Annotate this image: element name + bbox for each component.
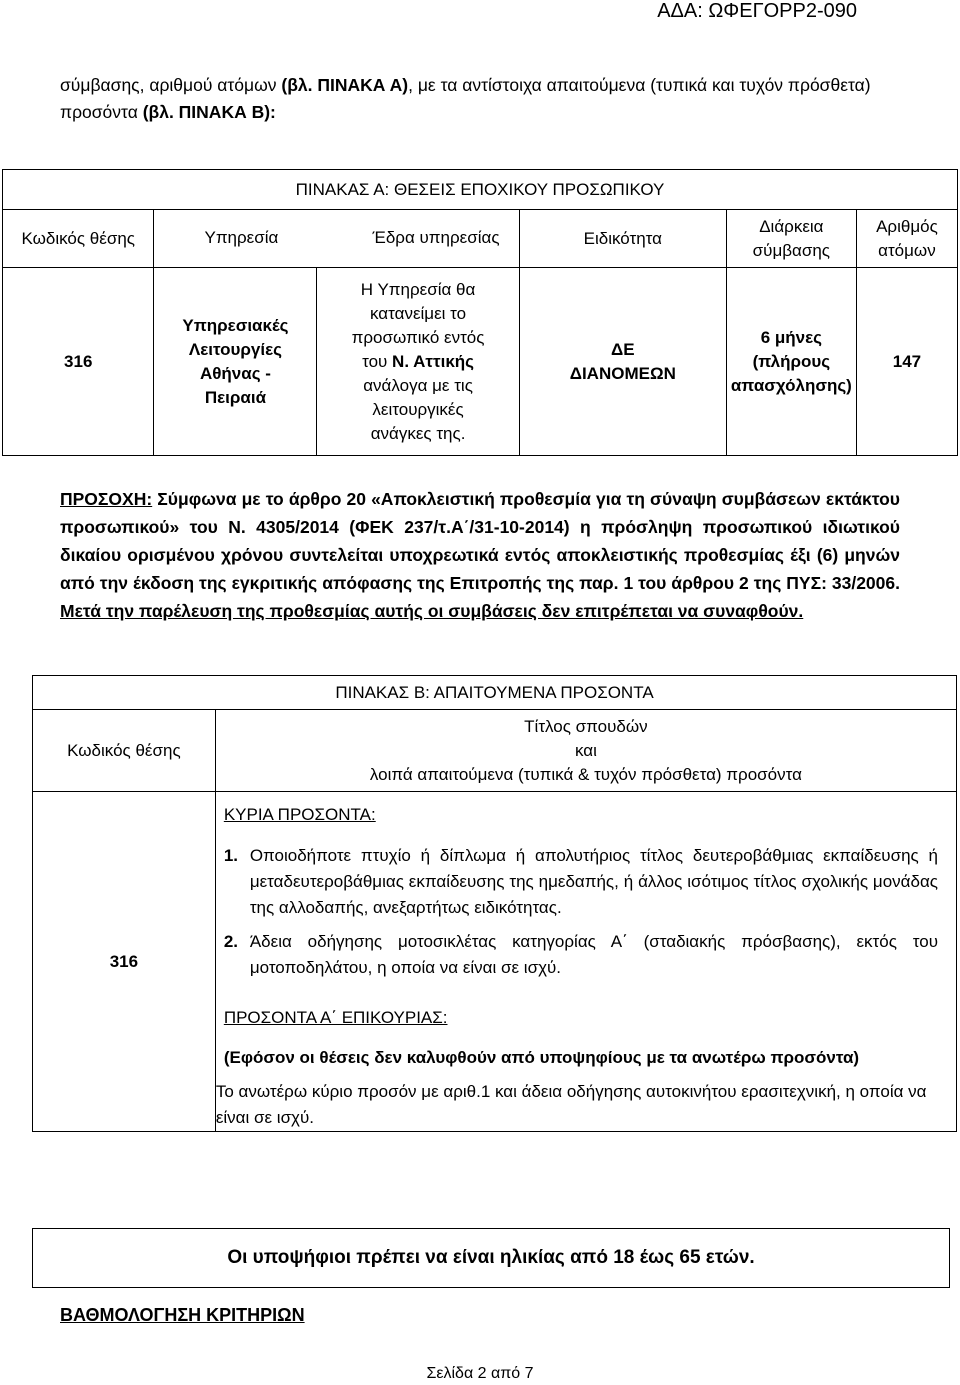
intro-text-2: , με τα αντίστοιχα απαιτούμενα (τυπικά και τυχόν πρόσθετα) προσόντα bbox=[60, 75, 871, 122]
seat-text-2: ανάλογα με τις λειτουργικές ανάγκες της. bbox=[363, 375, 473, 443]
item-1-text: Οποιοδήποτε πτυχίο ή δίπλωμα ή απολυτήριος τίτλος δευτεροβάθμιας εκπαίδευσης ή μεταδευτεροβάθμιας εκπαίδευσης της ημεδαπής, ή άλλος ισότιμος τίτλος σχολικής μονάδας της αλλοδαπής, ανεξαρτήτως ειδικότητας. bbox=[249, 846, 938, 917]
th-duration: Διάρκεια σύμβασης bbox=[726, 210, 856, 268]
age-requirement-text: Οι υποψήφιοι πρέπει να είναι ηλικίας από 18 έως 65 ετών. bbox=[227, 1247, 755, 1268]
th-b-title-1: Τίτλος σπουδών bbox=[524, 716, 648, 736]
item-2-number: 2. bbox=[223, 932, 238, 951]
page-number: Σελίδα 2 από 7 bbox=[426, 1365, 534, 1382]
intro-ref-a: (βλ. ΠΙΝΑΚΑ Α) bbox=[281, 75, 409, 95]
table-b-title: ΠΙΝΑΚΑΣ Β: ΑΠΑΙΤΟΥΜΕΝΑ ΠΡΟΣΟΝΤΑ bbox=[33, 676, 957, 710]
item-1-number: 1. bbox=[223, 846, 238, 865]
th-specialty: Ειδικότητα bbox=[519, 210, 726, 268]
cell-count: 147 bbox=[856, 268, 957, 456]
notice-label: ΠΡΟΣΟΧΗ: bbox=[60, 489, 153, 509]
scoring-heading: ΒΑΘΜΟΛΟΓΗΣΗ ΚΡΙΤΗΡΙΩΝ bbox=[60, 1305, 305, 1325]
table-a-title: ΠΙΝΑΚΑΣ Α: ΘΕΣΕΙΣ ΕΠΟΧΙΚΟΥ ΠΡΟΣΩΠΙΚΟΥ bbox=[3, 170, 958, 210]
th-b-title-2: και bbox=[574, 740, 597, 760]
ada-code: ΑΔΑ: ΩΦΕΓΟΡΡ2-090 bbox=[657, 0, 857, 22]
cell-duration: 6 μήνες (πλήρους απασχόλησης) bbox=[726, 268, 856, 456]
th-seat: Έδρα υπηρεσίας bbox=[372, 228, 500, 247]
cell-b-code: 316 bbox=[33, 792, 216, 1132]
item-2-text: Άδεια οδήγησης μοτοσικλέτας κατηγορίας Α΄ (σταδιακής πρόσβασης), εκτός του μοτοποδηλάτου, η οποία να είναι σε ισχύ. bbox=[249, 932, 938, 977]
th-service: Υπηρεσία bbox=[204, 228, 279, 247]
cell-seat bbox=[317, 268, 519, 456]
cell-code: 316 bbox=[3, 268, 154, 456]
main-qualifications-heading: ΚΥΡΙΑ ΠΡΟΣΟΝΤΑ: bbox=[223, 805, 376, 824]
cell-qualifications bbox=[215, 792, 956, 1132]
qualification-item-2 bbox=[224, 929, 938, 981]
seat-text-1: Η Υπηρεσία θα κατανείμει το προσωπικό εντός του bbox=[351, 279, 485, 371]
age-requirement-box bbox=[32, 1228, 950, 1288]
notice-warning: Μετά την παρέλευση της προθεσμίας αυτής οι συμβάσεις δεν επιτρέπεται να συναφθούν. bbox=[60, 601, 804, 621]
intro-ref-b: (βλ. ΠΙΝΑΚΑ Β): bbox=[142, 102, 276, 122]
aux-text: Το ανωτέρω κύριο προσόν με αριθ.1 και άδεια οδήγησης αυτοκινήτου ερασιτεχνική, η οποία να είναι σε ισχύ. bbox=[215, 1082, 927, 1127]
notice-paragraph bbox=[60, 485, 900, 625]
th-b-titles bbox=[215, 710, 956, 792]
cell-specialty: ΔΕ ΔΙΑΝΟΜΕΩΝ bbox=[519, 268, 726, 456]
th-count: Αριθμός ατόμων bbox=[856, 210, 957, 268]
th-service-seat bbox=[154, 210, 519, 268]
seat-region: Ν. Αττικής bbox=[392, 351, 475, 371]
aux-note: (Εφόσον οι θέσεις δεν καλυφθούν από υποψηφίους με τα ανωτέρω προσόντα) bbox=[223, 1048, 860, 1067]
th-b-title-3: λοιπά απαιτούμενα (τυπικά & τυχόν πρόσθετα) προσόντα bbox=[369, 764, 802, 784]
cell-service: Υπηρεσιακές Λειτουργίες Αθήνας - Πειραιά bbox=[154, 268, 317, 456]
th-b-code: Κωδικός θέσης bbox=[33, 710, 216, 792]
table-b bbox=[32, 675, 957, 1132]
intro-paragraph bbox=[60, 72, 900, 126]
intro-text-1: σύμβασης, αριθμού ατόμων bbox=[60, 75, 282, 95]
th-code: Κωδικός θέσης bbox=[3, 210, 154, 268]
notice-text: Σύμφωνα με το άρθρο 20 «Αποκλειστική προθεσμία για τη σύναψη συμβάσεων εκτάκτου προσωπικού» του Ν. 4305/2014 (ΦΕΚ 237/τ.Α΄/31-10-2014) η πρόσληψη προσωπικού ιδιωτικού δικαίου ορισμένου χρόνου συντελείται υποχρεωτικά εντός αποκλειστικής προθεσμίας έξι (6) μηνών από την έκδοση της εγκριτικής απόφασης της Επιτροπής της παρ. 1 του άρθρου 2 της ΠΥΣ: 33/2006. bbox=[60, 489, 900, 593]
qualification-item-1 bbox=[224, 843, 938, 921]
aux-qualifications-heading: ΠΡΟΣΟΝΤΑ Α΄ ΕΠΙΚΟΥΡΙΑΣ: bbox=[223, 1008, 448, 1027]
table-a bbox=[2, 169, 958, 456]
